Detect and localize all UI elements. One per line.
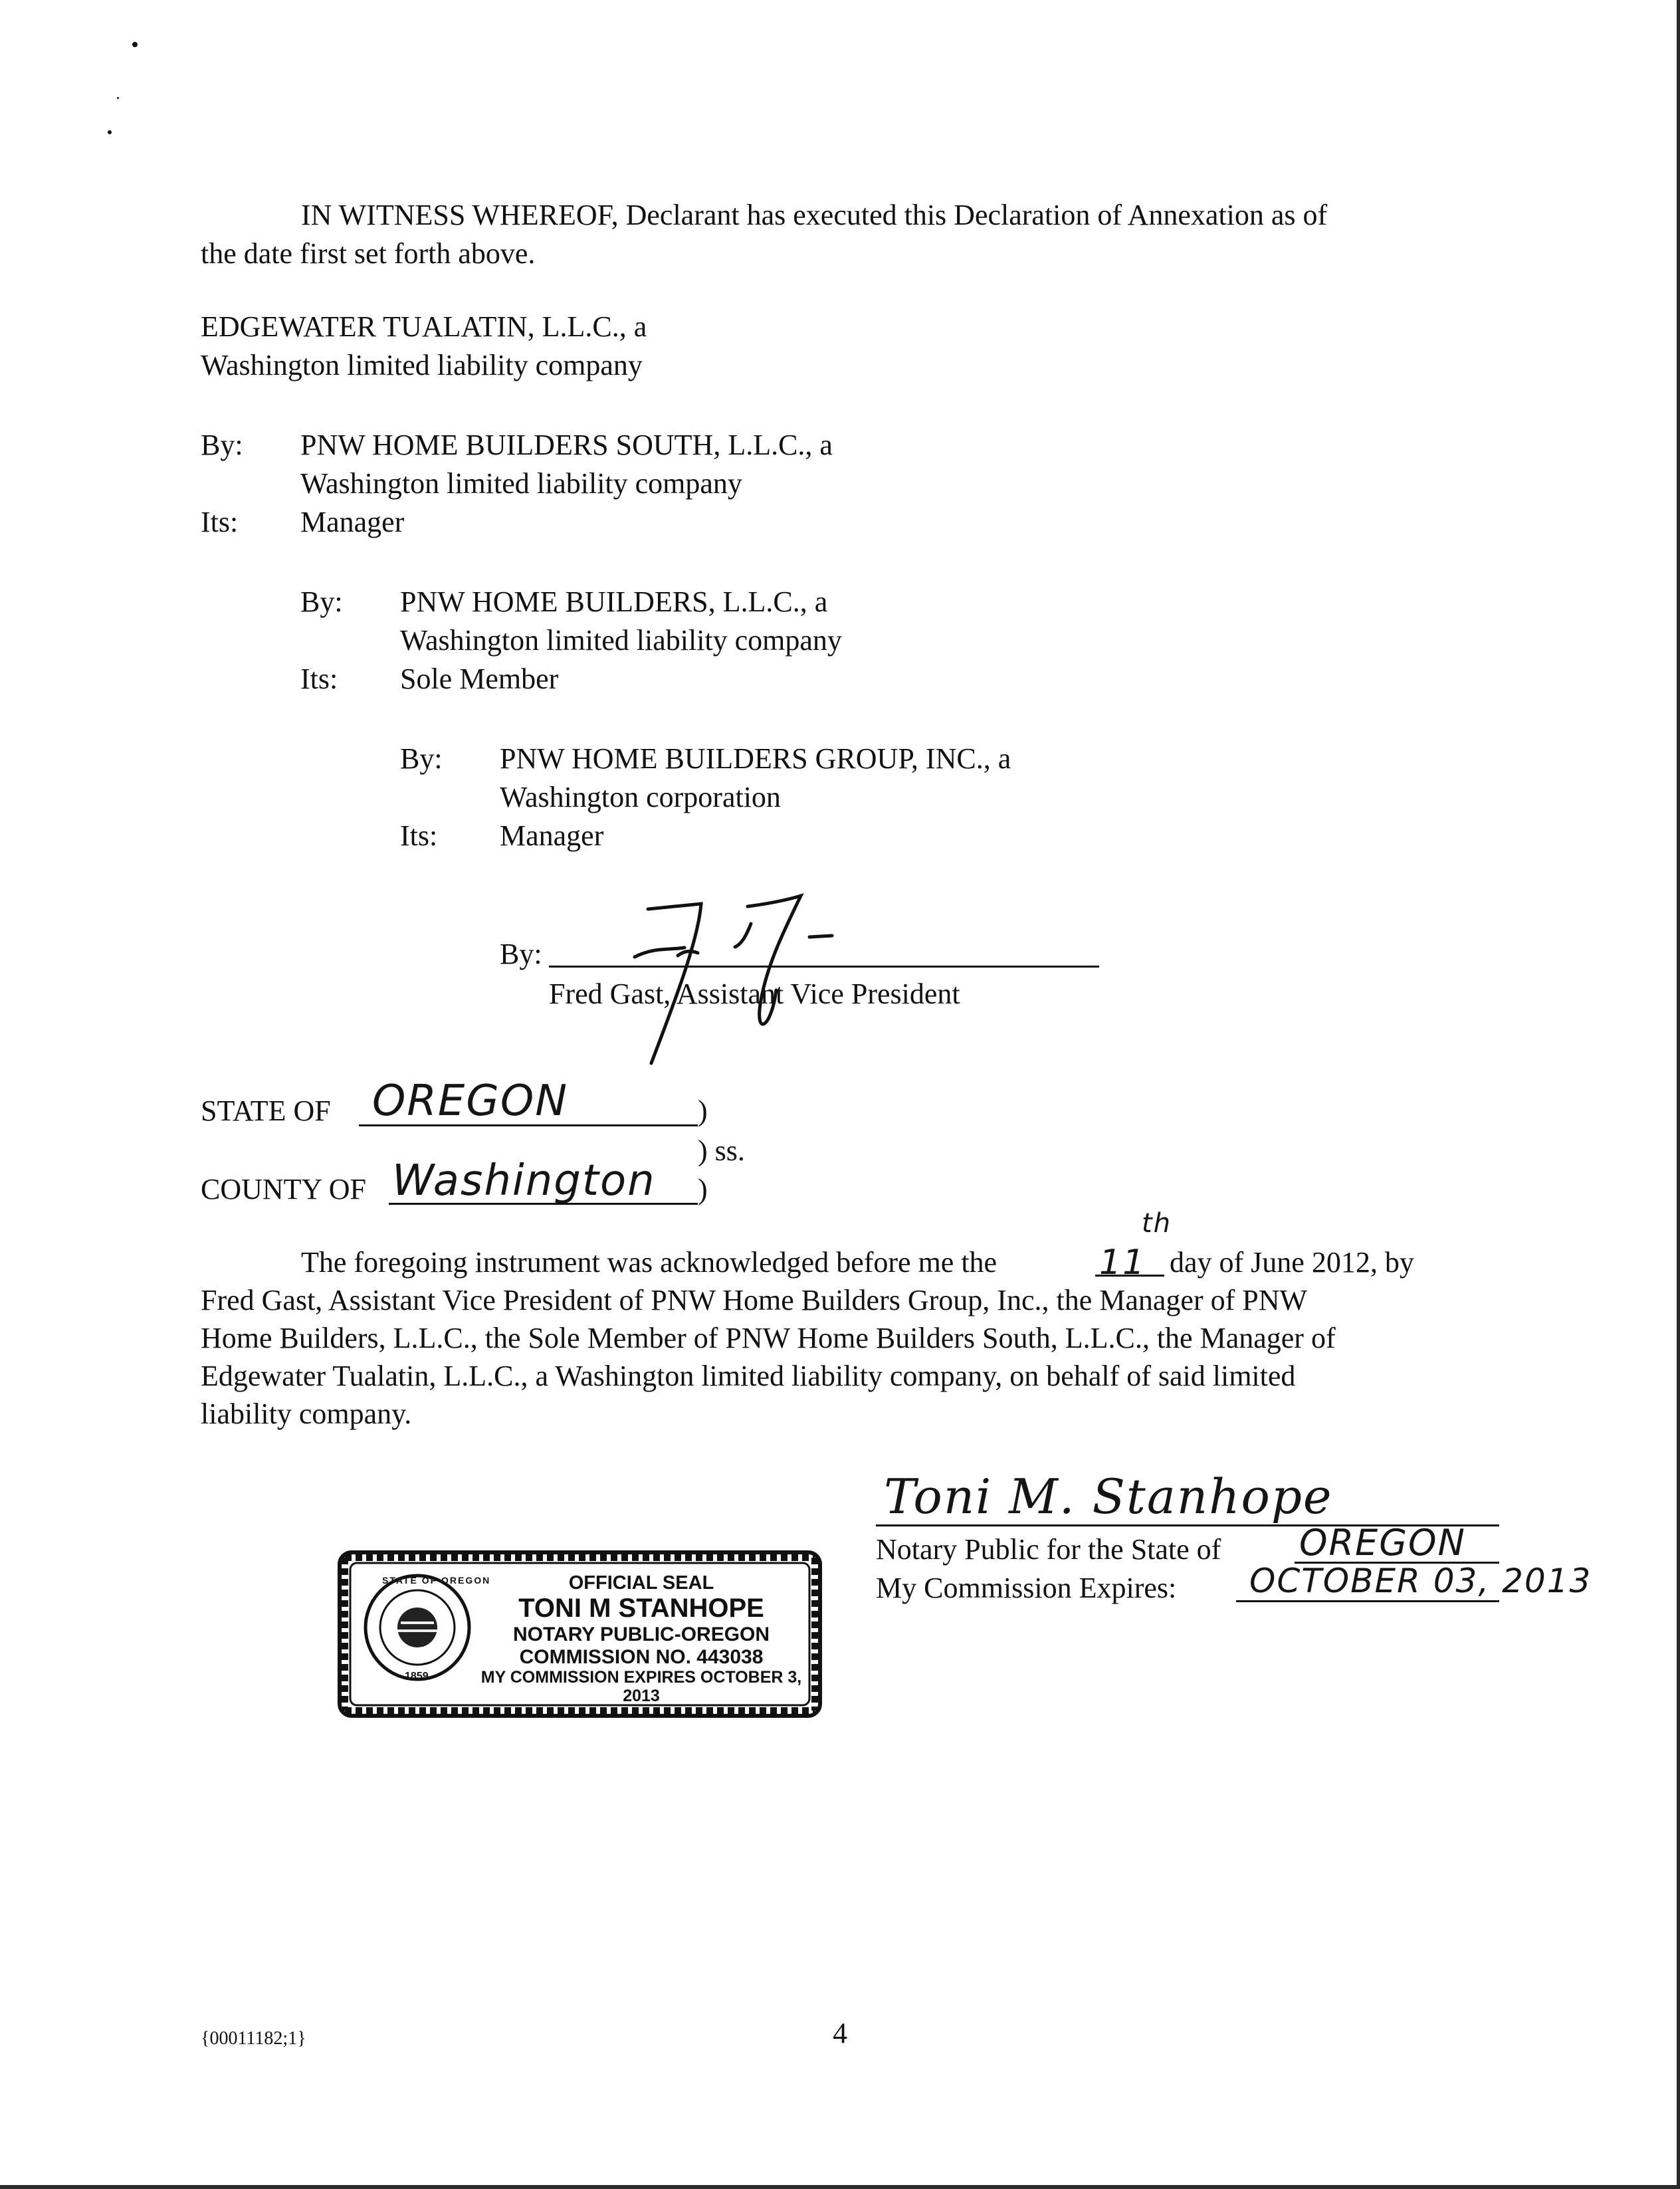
intro-line-2: the date first set forth above. xyxy=(201,237,536,270)
seal-emblem-year: 1859 xyxy=(405,1671,429,1682)
ack-line-2: Fred Gast, Assistant Vice President of PNW Home Builders Group, Inc., the Manager of PNW xyxy=(201,1284,1308,1316)
signer-by-label: By: xyxy=(500,938,542,970)
signer-caption: Fred Gast, Assistant Vice President xyxy=(549,978,960,1010)
state-label: STATE OF xyxy=(201,1094,331,1127)
ack-post-day: day of June 2012, by xyxy=(1170,1246,1414,1279)
footer-doc-id: {00011182;1} xyxy=(201,2028,306,2049)
its-label-1: Its: xyxy=(201,506,239,538)
entity-type: Washington limited liability company xyxy=(201,349,643,381)
by-label-3: By: xyxy=(400,742,443,775)
seal-line-4: COMMISSION NO. 443038 xyxy=(519,1645,764,1668)
entity-name: EDGEWATER TUALATIN, L.L.C., a xyxy=(201,310,647,343)
notary-expires-handwritten: OCTOBER 03, 2013 xyxy=(1249,1562,1592,1600)
scan-edge-right xyxy=(1677,0,1680,2189)
notary-signature: Toni M. Stanhope xyxy=(884,1469,1333,1524)
ack-body xyxy=(201,1281,1336,1433)
seal-line-3: NOTARY PUBLIC-OREGON xyxy=(512,1623,770,1646)
its-label-3: Its: xyxy=(400,819,438,852)
by-label-1: By: xyxy=(201,429,243,461)
notary-seal xyxy=(336,1548,824,1720)
notary-expires-line xyxy=(1236,1600,1499,1602)
signatory-1-role: Manager xyxy=(300,506,405,538)
signatory-1-type: Washington limited liability company xyxy=(300,467,742,500)
ack-line-4: Edgewater Tualatin, L.L.C., a Washington limited liability company, on behalf of said limited xyxy=(201,1360,1296,1392)
ack-line-5: liability company. xyxy=(201,1398,412,1430)
signatory-3-role: Manager xyxy=(500,819,604,852)
state-paren: ) xyxy=(698,1094,708,1127)
signatory-1-name: PNW HOME BUILDERS SOUTH, L.L.C., a xyxy=(300,429,833,461)
ss-label: ) ss. xyxy=(698,1134,745,1167)
seal-state-emblem xyxy=(361,1571,474,1684)
scan-speck xyxy=(132,42,138,47)
notary-state-handwritten: OREGON xyxy=(1299,1522,1466,1564)
ack-pre-day: The foregoing instrument was acknowledged before me the xyxy=(301,1246,998,1279)
page-number: 4 xyxy=(833,2017,847,2049)
county-paren: ) xyxy=(698,1173,708,1205)
signer-signature xyxy=(585,884,904,1077)
signatory-2-name: PNW HOME BUILDERS, L.L.C., a xyxy=(400,585,828,618)
ack-day-handwritten: 11 xyxy=(1099,1243,1146,1283)
seal-line-2: TONI M STANHOPE xyxy=(518,1594,764,1623)
seal-emblem-text: STATE OF OREGON xyxy=(382,1575,491,1586)
by-label-2: By: xyxy=(300,585,343,618)
county-label: COUNTY OF xyxy=(201,1173,366,1205)
seal-text xyxy=(469,1572,814,1705)
seal-line-5: MY COMMISSION EXPIRES OCTOBER 3, 2013 xyxy=(480,1668,802,1706)
its-label-2: Its: xyxy=(300,663,338,695)
intro-line-1: IN WITNESS WHEREOF, Declarant has executed this Declaration of Annexation as of xyxy=(301,199,1328,231)
ack-line-3: Home Builders, L.L.C., the Sole Member of PNW Home Builders South, L.L.C., the Manager of xyxy=(201,1322,1336,1354)
signatory-2-type: Washington limited liability company xyxy=(400,624,842,657)
signatory-3-type: Washington corporation xyxy=(500,781,781,813)
notary-state-label: Notary Public for the State of xyxy=(876,1533,1221,1566)
ack-day-suffix: th xyxy=(1142,1208,1172,1239)
signatory-3-name: PNW HOME BUILDERS GROUP, INC., a xyxy=(500,742,1011,775)
state-handwritten: OREGON xyxy=(372,1077,569,1126)
scan-speck xyxy=(117,97,119,99)
county-handwritten: Washington xyxy=(392,1156,656,1205)
scan-speck xyxy=(108,130,112,134)
notary-expires-label: My Commission Expires: xyxy=(876,1572,1177,1604)
seal-line-1: OFFICIAL SEAL xyxy=(568,1572,714,1594)
signatory-2-role: Sole Member xyxy=(400,663,559,695)
scan-edge-bottom xyxy=(0,2185,1680,2189)
